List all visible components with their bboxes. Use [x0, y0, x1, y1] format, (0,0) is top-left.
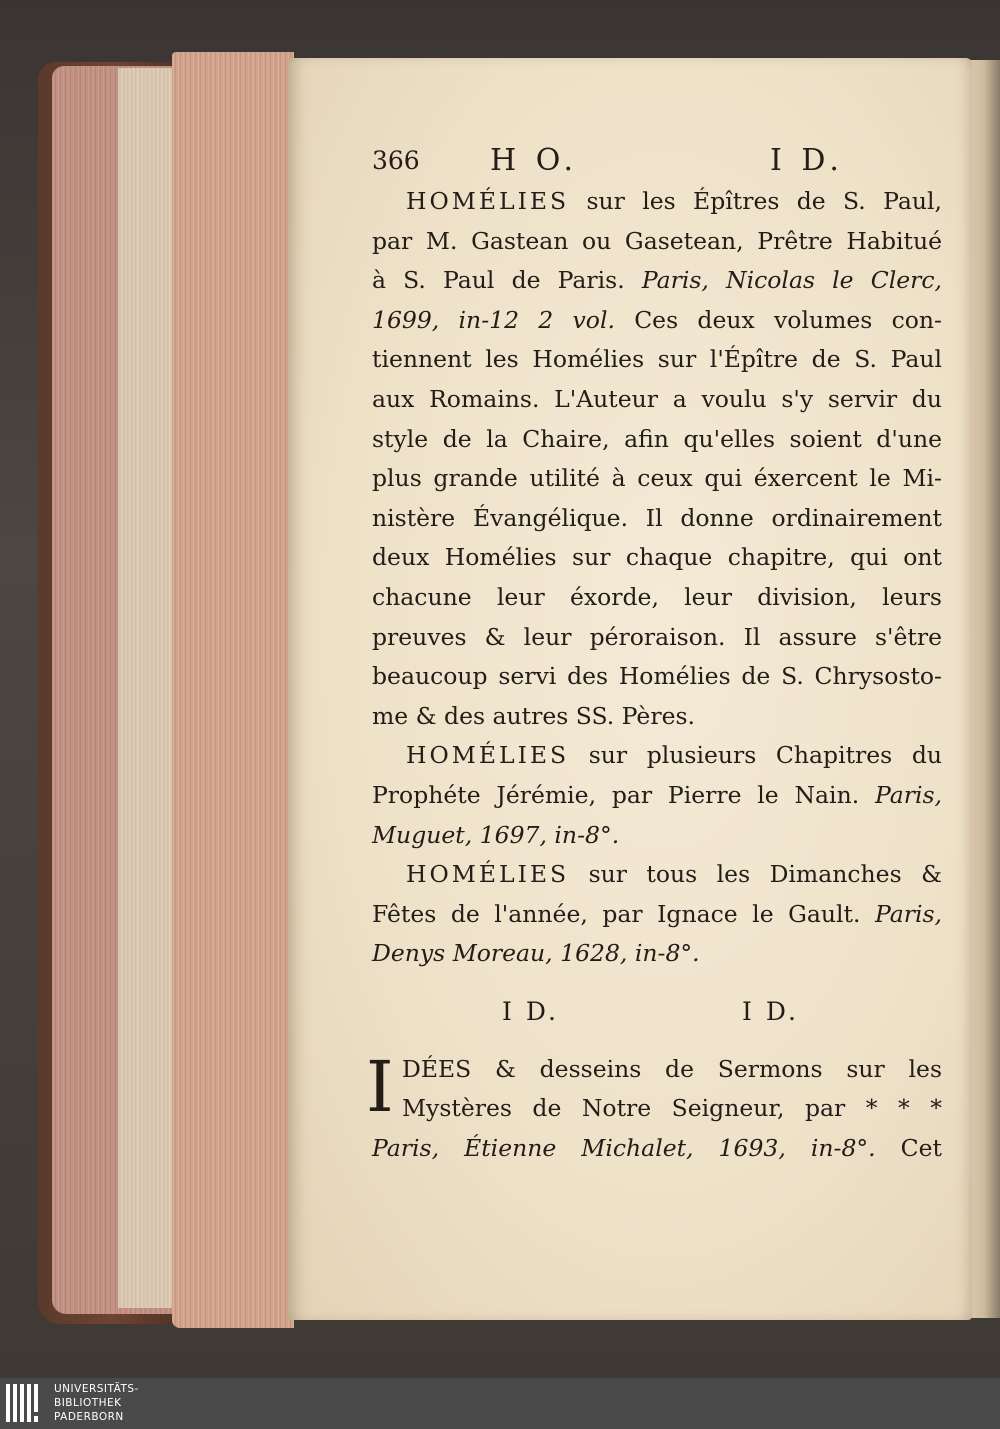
page-block-inner [118, 68, 178, 1308]
entry-line: Mystères de Notre Seigneur, par * * * [402, 1094, 942, 1123]
section-heading-left: I D. [502, 996, 559, 1026]
page-number: 366 [372, 146, 420, 175]
entry-line: par M. Gastean ou Gasetean, Prêtre Habitué [372, 226, 942, 255]
page-edges [172, 52, 294, 1328]
entry-line: Muguet, 1697, in-8°. [372, 820, 620, 849]
entry-line: chacune leur éxorde, leur division, leurs [372, 582, 942, 611]
entry-line: DÉES & desseins de Sermons sur les [402, 1054, 942, 1083]
entry-line: HOMÉLIES sur les Épîtres de S. Paul, [406, 187, 942, 215]
entry-homelies-dimanches [372, 855, 942, 974]
entry-homelies-jeremie [372, 736, 942, 855]
library-footer [0, 1378, 1000, 1429]
running-header [372, 140, 942, 182]
entry-homelies-epitres [372, 182, 942, 736]
entry-line: Prophéte Jérémie, par Pierre le Nain. Paris, [372, 780, 942, 809]
drop-cap: I [366, 1045, 394, 1128]
entry-line: HOMÉLIES sur tous les Dimanches & [406, 860, 942, 889]
entry-line: 1699, in-12 2 vol. Ces deux volumes con- [372, 305, 942, 334]
entry-line: HOMÉLIES sur plusieurs Chapitres du [406, 741, 942, 770]
entry-line: à S. Paul de Paris. Paris, Nicolas le Clerc, [372, 266, 942, 295]
entry-line: plus grande utilité à ceux qui éxercent le Mi- [372, 464, 942, 493]
running-head-right: I D. [770, 143, 844, 178]
entry-line: tiennent les Homélies sur l'Épître de S. Paul [372, 345, 942, 374]
entry-line: beaucoup servi des Homélies de S. Chrysosto- [372, 662, 942, 691]
entry-line: style de la Chaire, afin qu'elles soient d'une [372, 424, 942, 453]
library-logo-icon [6, 1384, 46, 1422]
library-logo-text: UNIVERSITÄTS- BIBLIOTHEK PADERBORN [54, 1383, 139, 1423]
right-page-edge [968, 60, 1000, 1318]
entry-line: preuves & leur péroraison. Il assure s'être [372, 622, 942, 651]
entry-line: aux Romains. L'Auteur a voulu s'y servir du [372, 384, 942, 413]
section-heading [372, 984, 942, 1040]
entry-line: deux Homélies sur chaque chapitre, qui ont [372, 543, 942, 572]
running-head-left: H O. [490, 143, 579, 178]
entry-line: nistère Évangélique. Il donne ordinairement [372, 503, 942, 532]
entry-idees [366, 1045, 942, 1169]
entry-line: Denys Moreau, 1628, in-8°. [372, 939, 700, 968]
entry-line: Paris, Étienne Michalet, 1693, in-8°. Cet [372, 1134, 942, 1163]
book-page [288, 58, 972, 1320]
entry-line: Fêtes de l'année, par Ignace le Gault. Paris, [372, 899, 942, 928]
page-text [366, 140, 942, 1169]
entry-line: me & des autres SS. Pères. [372, 701, 696, 730]
section-heading-right: I D. [742, 996, 799, 1026]
